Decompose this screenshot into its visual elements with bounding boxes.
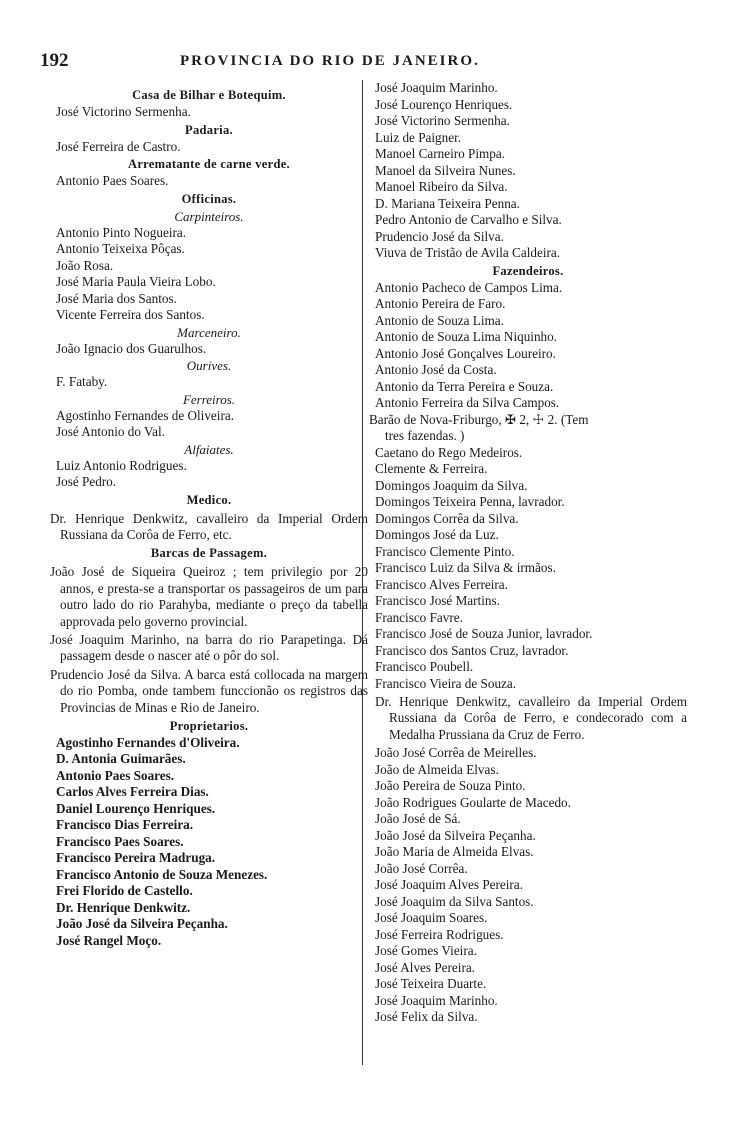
- running-title: PROVINCIA DO RIO DE JANEIRO.: [180, 53, 480, 69]
- list-item: José Ferreira Rodrigues.: [375, 926, 504, 942]
- entry-list: [50, 458, 368, 491]
- section-title: Officinas.: [181, 191, 237, 206]
- section-title: Fazendeiros.: [492, 263, 564, 278]
- list-item: José Maria Paula Vieira Lobo.: [56, 274, 216, 289]
- list-item: Antonio Pacheco de Campos Lima.: [375, 279, 563, 295]
- list-item: Antonio Paes Soares.: [56, 767, 175, 783]
- entry-list: [50, 173, 368, 190]
- list-item: Antonio de Souza Lima Niquinho.: [375, 329, 558, 344]
- list-item: Francisco Clemente Pinto.: [375, 543, 515, 559]
- list-item: Carlos Alves Ferreira Dias.: [56, 784, 209, 800]
- list-item: José Alves Pereira.: [375, 959, 475, 975]
- list-item: José Maria dos Santos.: [56, 290, 177, 306]
- list-item: Francisco Antonio de Souza Menezes.: [56, 866, 268, 882]
- list-item: José Joaquim Marinho.: [375, 80, 498, 95]
- list-item: Domingos Corrêa da Silva.: [375, 510, 519, 526]
- subsection-title: Ourives.: [186, 358, 232, 373]
- list-item: João José Corrêa.: [375, 860, 468, 876]
- medico-entry: Dr. Henrique Denkwitz, cavalleiro da Imperial Ordem Russiana da Corôa de Ferro, etc.: [50, 510, 368, 542]
- subsection-title: Ferreiros.: [182, 391, 236, 407]
- list-item: Pedro Antonio de Carvalho e Silva.: [375, 212, 562, 227]
- list-item: Agostinho Fernandes d'Oliveira.: [56, 734, 240, 750]
- list-item: João José da Silveira Peçanha.: [375, 827, 536, 843]
- entry-list: [50, 408, 368, 441]
- entry-list: [50, 374, 368, 391]
- list-item: Manoel Carneiro Pimpa.: [375, 146, 506, 161]
- entry-list: [50, 104, 368, 121]
- list-item: João José de Sá.: [375, 811, 461, 827]
- list-item: João Pereira de Souza Pinto.: [375, 778, 526, 794]
- entry-list: [50, 139, 368, 156]
- list-item: José Felix da Silva.: [375, 1009, 478, 1025]
- list-item: Domingos José da Luz.: [375, 527, 499, 542]
- list-item: Francisco José Martins.: [375, 593, 500, 608]
- section-title: Proprietarios.: [169, 718, 249, 733]
- entry-list: [50, 341, 368, 358]
- list-item: Domingos Joaquim da Silva.: [375, 477, 528, 493]
- entry-list: [369, 80, 687, 262]
- list-item: Vicente Ferreira dos Santos.: [56, 307, 205, 322]
- list-item: João José Corrêa de Meirelles.: [375, 745, 537, 761]
- list-item: Francisco Poubell.: [375, 659, 474, 674]
- list-item: Antonio José Gonçalves Loureiro.: [375, 345, 556, 361]
- barca-entry: José Joaquim Marinho, na barra do rio Parapetinga. Dá passagem desde o nascer até o pôr do sol.: [50, 631, 368, 664]
- list-item: José Teixeira Duarte.: [375, 976, 487, 992]
- section-title: Barcas de Passagem.: [150, 546, 268, 561]
- list-item: Antonio Ferreira da Silva Campos.: [375, 395, 560, 410]
- list-item: José Ferreira de Castro.: [56, 138, 181, 154]
- denkwitz-entry: Dr. Henrique Denkwitz, cavalleiro da Imperial Ordem Russiana da Corôa de Ferro, e condecorado com a Medalha Prussiana da Cruz de Ferro.: [375, 694, 687, 742]
- list-item: Francisco Vieira de Souza.: [375, 675, 517, 691]
- list-item: Francisco dos Santos Cruz, lavrador.: [375, 642, 569, 658]
- list-item: João Rosa.: [56, 257, 114, 273]
- list-item: Caetano do Rego Medeiros.: [375, 444, 523, 460]
- list-item: Antonio da Terra Pereira e Souza.: [375, 378, 554, 394]
- list-item: José Joaquim Soares.: [375, 910, 488, 926]
- list-item: Francisco Luiz da Silva & irmãos.: [375, 560, 556, 575]
- page-header: [40, 50, 700, 76]
- entry-list: [369, 445, 687, 693]
- right-column: [369, 80, 687, 1026]
- list-item: Antonio Teixeixa Pôças.: [56, 241, 185, 256]
- list-item: Manoel da Silveira Nunes.: [375, 162, 516, 178]
- barao-entry-continued: tres fazendas. ): [385, 428, 465, 443]
- list-item: José Rangel Moço.: [56, 932, 162, 948]
- list-item: Prudencio José da Silva.: [375, 228, 504, 244]
- left-column: [50, 86, 368, 949]
- list-item: Viuva de Tristão de Avila Caldeira.: [375, 245, 561, 260]
- subsection-title: Alfaiates.: [184, 441, 234, 457]
- list-item: José Victorino Sermenha.: [375, 113, 510, 128]
- list-item: José Joaquim da Silva Santos.: [375, 893, 534, 909]
- section-title: Padaria.: [185, 122, 233, 137]
- list-item: Antonio José da Costa.: [375, 362, 497, 377]
- section-title: Arrematante de carne verde.: [128, 157, 290, 171]
- list-item: Francisco José de Souza Junior, lavrador.: [375, 626, 593, 641]
- list-item: Francisco Alves Ferreira.: [375, 576, 508, 592]
- list-item: Francisco Pereira Madruga.: [56, 850, 216, 866]
- entry-list: [50, 225, 368, 324]
- list-item: Francisco Favre.: [375, 609, 463, 625]
- list-item: José Antonio do Val.: [56, 424, 165, 439]
- list-item: João José da Silveira Peçanha.: [56, 916, 228, 932]
- barca-entry: Prudencio José da Silva. A barca está collocada na margem do rio Pomba, onde tambem funccionão os registros das Provincias de Minas e Rio de Janeiro.: [50, 666, 368, 715]
- list-item: Antonio Pereira de Faro.: [375, 296, 506, 311]
- entry-list: [50, 735, 368, 950]
- list-item: Francisco Paes Soares.: [56, 833, 184, 849]
- list-item: Clemente & Ferreira.: [375, 461, 488, 476]
- list-item: Luiz Antonio Rodrigues.: [56, 457, 187, 473]
- page-number: 192: [40, 50, 69, 71]
- list-item: Antonio Paes Soares.: [56, 173, 169, 188]
- list-item: Antonio Pinto Nogueira.: [56, 224, 187, 240]
- list-item: Luiz de Paigner.: [375, 129, 462, 145]
- entry-list: [369, 280, 687, 412]
- barao-entry: Barão de Nova-Friburgo, ✠ 2, ☩ 2. (Tem: [369, 411, 589, 427]
- list-item: Dr. Henrique Denkwitz.: [56, 899, 191, 915]
- subsection-title: Carpinteiros.: [174, 208, 244, 224]
- list-item: D. Antonia Guimarães.: [56, 751, 186, 767]
- list-item: João Rodrigues Goularte de Macedo.: [375, 794, 571, 810]
- entry-list: [369, 745, 687, 1026]
- list-item: F. Fataby.: [56, 374, 108, 389]
- list-item: Manoel Ribeiro da Silva.: [375, 179, 508, 194]
- list-item: José Gomes Vieira.: [375, 943, 477, 959]
- list-item: José Victorino Sermenha.: [56, 104, 191, 119]
- list-item: José Pedro.: [56, 474, 117, 489]
- subsection-title: Marceneiro.: [177, 324, 241, 340]
- list-item: José Lourenço Henriques.: [375, 96, 513, 112]
- list-item: João de Almeida Elvas.: [375, 761, 499, 777]
- list-item: Frei Florido de Castello.: [56, 883, 193, 899]
- list-item: Antonio de Souza Lima.: [375, 312, 504, 328]
- list-item: D. Mariana Teixeira Penna.: [375, 195, 520, 211]
- list-item: José Joaquim Alves Pereira.: [375, 877, 523, 893]
- section-title: Casa de Bilhar e Botequim.: [132, 88, 286, 102]
- section-title: Medico.: [186, 492, 232, 507]
- list-item: José Joaquim Marinho.: [375, 992, 498, 1008]
- barca-entry: João José de Siqueira Queiroz ; tem privilegio por 20 annos, e presta-se a transportar os passageiros de um para outro lado do rio Parahyba, mediante o preço da tabella approvada pelo governo provincial.: [50, 564, 368, 629]
- list-item: João Ignacio dos Guarulhos.: [56, 340, 207, 356]
- list-item: Domingos Teixeira Penna, lavrador.: [375, 494, 565, 509]
- list-item: João Maria de Almeida Elvas.: [375, 844, 534, 860]
- list-item: Agostinho Fernandes de Oliveira.: [56, 407, 234, 423]
- list-item: Daniel Lourenço Henriques.: [56, 800, 216, 816]
- list-item: Francisco Dias Ferreira.: [56, 817, 194, 833]
